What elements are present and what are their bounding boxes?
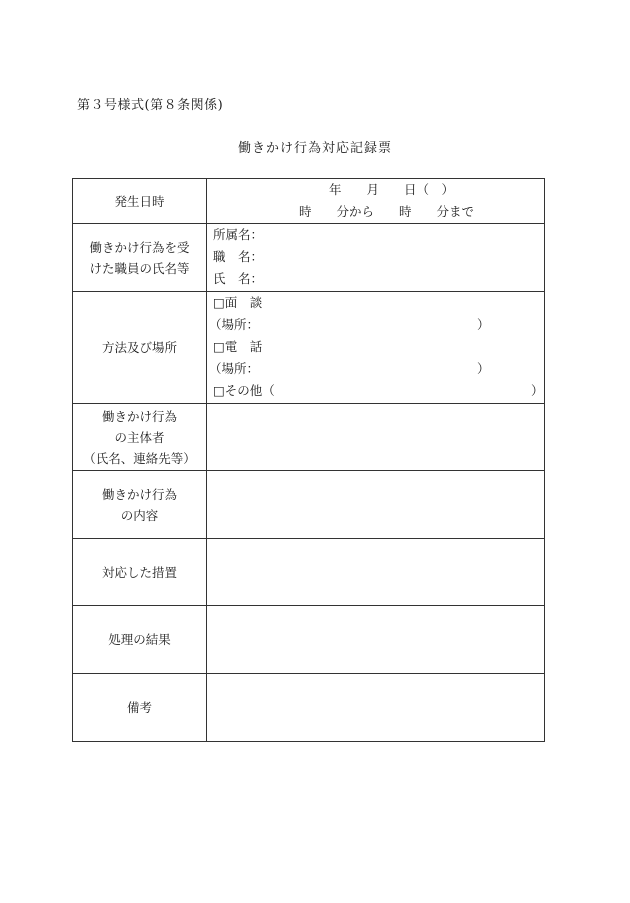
phone-place-close: ） [477, 361, 490, 376]
occurrence-label: 発生日時 [73, 179, 207, 224]
actor-label-line1: 働きかけ行為 [101, 408, 177, 424]
content-label [73, 471, 207, 539]
meeting-place-label: （場所： [209, 317, 260, 332]
remarks-label: 備考 [73, 674, 207, 742]
content-row [73, 471, 545, 539]
other-checkbox[interactable]: □その他（ [213, 383, 275, 398]
record-table [72, 178, 545, 742]
remarks-value[interactable] [207, 674, 545, 742]
method-label: 方法及び場所 [73, 292, 207, 404]
content-label-line1: 働きかけ行為 [101, 486, 177, 502]
measures-label: 対応した措置 [73, 539, 207, 606]
remarks-row [73, 674, 545, 742]
staff-label [73, 224, 207, 292]
document-title: 働きかけ行為対応記録票 [237, 141, 392, 156]
result-label: 処理の結果 [73, 606, 207, 674]
other-close: ） [531, 383, 544, 398]
actor-value[interactable] [207, 404, 545, 471]
method-row [73, 292, 545, 404]
actor-label [73, 404, 207, 471]
method-value[interactable] [207, 292, 545, 404]
position-field-label: 職 名： [213, 249, 264, 264]
occurrence-date-line: 年 月 日（ ） [329, 182, 455, 197]
meeting-checkbox[interactable]: □面 談 [213, 295, 263, 310]
occurrence-value[interactable] [207, 179, 545, 224]
content-value[interactable] [207, 471, 545, 539]
result-value[interactable] [207, 606, 545, 674]
measures-row [73, 539, 545, 606]
actor-label-line3: （氏名、連絡先等） [83, 450, 196, 466]
actor-label-line2: の主体者 [114, 429, 165, 445]
affiliation-field-label: 所属名： [213, 227, 264, 242]
phone-place-label: （場所： [209, 361, 260, 376]
phone-checkbox[interactable]: □電 話 [213, 339, 263, 354]
meeting-place-close: ） [477, 317, 490, 332]
occurrence-row [73, 179, 545, 224]
name-field-label: 氏 名： [213, 271, 264, 286]
staff-label-line2: けた職員の氏名等 [89, 260, 190, 276]
staff-label-line1: 働きかけ行為を受 [89, 239, 190, 255]
measures-value[interactable] [207, 539, 545, 606]
result-row [73, 606, 545, 674]
actor-row [73, 404, 545, 471]
content-label-line2: の内容 [120, 507, 159, 523]
staff-row [73, 224, 545, 292]
occurrence-time-line: 時 分から 時 分まで [299, 204, 475, 219]
staff-value[interactable] [207, 224, 545, 292]
form-number: 第３号様式(第８条関係) [77, 98, 224, 113]
